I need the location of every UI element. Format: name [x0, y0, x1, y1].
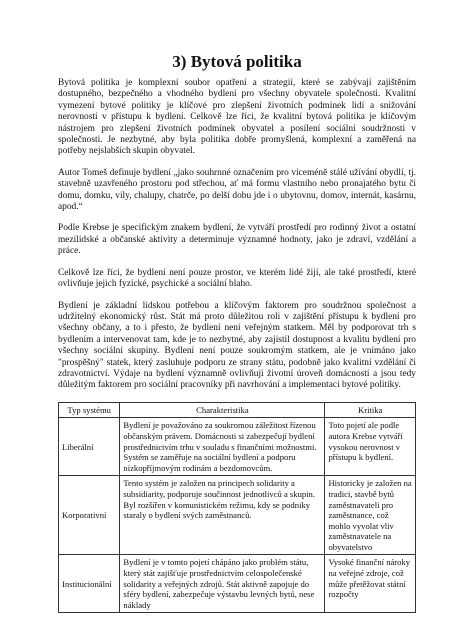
cell-critique: Toto pojetí ale podle autora Krebse vytváří vysokou nerovnost v přístupu k bydlení.	[325, 418, 416, 476]
paragraph-intro: Bytová politika je komplexní soubor opatření a strategií, které se zabývají zajištěním dostupného, bezpečného a vhodného bydlení pro všechny obyvatele společnosti. Kvalitní vymezení bytové politiky je klíčové pro zlepšení životních podmínek lidí a snižování nerovností v přístupu k bydlení. Celkově lze říci, že kvalitní bytová politika je klíčovým nástrojem pro zlepšení životních podmínek obyvatel a posílení sociální soudržnosti v společnosti. Je nezbytné, aby byla politika dobře promyšlená, komplexní a zaměřená na potřeby nejslabších skupin obyvatel.	[58, 78, 416, 157]
cell-characteristic: Bydlení je v tomto pojetí chápáno jako problém státu, který stát zajišťuje prostřednictvím celospolečenské solidarity a veřejných zdrojů. Stát aktivně zapojuje do sféry bydlení, zabezpečuje výstavbu levných bytů, nese náklady	[120, 555, 325, 613]
cell-characteristic: Tento systém je založen na principech solidarity a subsidiarity, podporuje součinnost jednotlivců a skupin. Byl rozšířen v komunistickém režimu, kdy se podniky staraly o bydlení svých zaměstnanců.	[120, 476, 325, 555]
table-row	[59, 555, 416, 613]
table-header-row	[59, 402, 416, 418]
cell-critique: Historicky je založen na tradici, stavbě bytů zaměstnavateli pro zaměstnance, což mohlo vyvolat vliv zaměstnavatele na obyvatelstvo	[325, 476, 416, 555]
cell-characteristic: Bydlení je považováno za soukromou záležitost řízenou občanským právem. Domácnosti si zabezpečují bydlení prostřednictvím trhu v souladu s finančními možnostmi. Systém se zaměřuje na sociální bydlení a podporu nízkopříjmovým rodinám a bezdomovcům.	[120, 418, 325, 476]
paragraph-krebs: Podle Krebse je specifickým znakem bydlení, že vytváří prostředí pro rodinný život a ostatní mezilidské a občanské aktivity a determinuje významné hodnoty, jako je zdraví, vzdělání a práce.	[58, 223, 416, 257]
cell-system-type: Liberální	[59, 418, 120, 476]
paragraph-state-role: Bydlení je základní lidskou potřebou a klíčovým faktorem pro soudržnou společnost a udržitelný ekonomický růst. Stát má proto důležitou roli v zajištění přístupu k bydlení pro všechny občany, a to i přesto, že bydlení není veřejným statkem. Měl by podporovat trh s bydlením a intervenovat tam, kde je to nezbytné, aby zajistil dostupnost a kvalitu bydlení pro všechny sociální skupiny. Bydlení není pouze soukromým statkem, ale je vnímáno jako "prospěšný" statek, který zasluhuje podporu ze strany státu, podobně jako kvalitní vzdělání či zdravotnictví. Výdaje na bydlení významně ovlivňují životní úroveň domácností a jsou tedy důležitým faktorem pro sociální pracovníky při navrhování a implementaci bytové politiky.	[58, 300, 416, 391]
header-characteristic: Charakteristika	[120, 402, 325, 418]
document-title: 3) Bytová politika	[172, 52, 302, 71]
housing-systems-table	[58, 402, 416, 614]
table-row	[59, 418, 416, 476]
table-row	[59, 476, 416, 555]
header-critique: Kritika	[325, 402, 416, 418]
cell-system-type: Korporativní	[59, 476, 120, 555]
cell-system-type: Institucionální	[59, 555, 120, 613]
header-system-type: Typ systému	[59, 402, 120, 418]
cell-critique: Vysoké finanční nároky na veřejné zdroje, což může přetěžovat státní rozpočty	[325, 555, 416, 613]
paragraph-summary: Celkově lze říci, že bydlení není pouze prostor, ve kterém lidé žijí, ale také prostředí, které ovlivňuje jejich fyzické, psychické a sociální blaho.	[58, 267, 416, 290]
paragraph-tomes-definition: Autor Tomeš definuje bydlení „jako souhrnné označením pro víceméně stálé užívání obydlí, tj. stavebně uzavřeného prostoru pod střechou, ať má formu vlastního nebo pronajatého bytu či domu, domku, vily, chalupy, chatrče, po delší dobu jde i o ubytovnu, domov, internát, kasárnu, apod.“	[58, 167, 416, 213]
